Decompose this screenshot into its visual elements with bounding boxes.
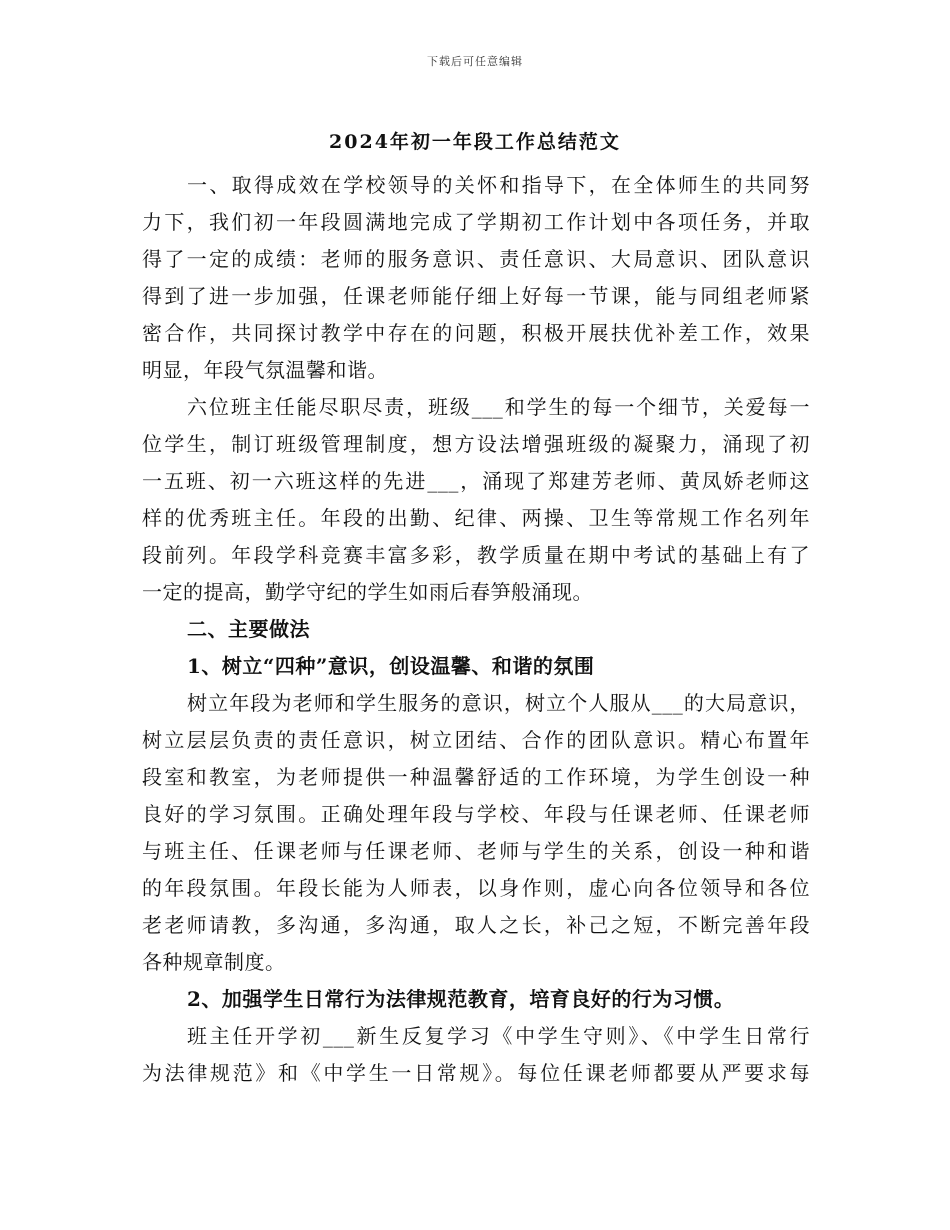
- text-line: 得到了进一步加强，任课老师能仔细上好每一节课，能与同组老师紧: [142, 284, 810, 308]
- text-line: 的年段氛围。年段长能为人师表，以身作则，虚心向各位领导和各位: [142, 876, 810, 900]
- text-line: 树立年段为老师和学生服务的意识，树立个人服从___的大局意识，: [187, 691, 810, 715]
- text-line: 一、取得成效在学校领导的关怀和指导下，在全体师生的共同努: [187, 173, 810, 197]
- document-title: 2024年初一年段工作总结范文: [329, 131, 621, 153]
- text-line: 样的优秀班主任。年段的出勤、纪律、两操、卫生等常规工作名列年: [142, 506, 810, 530]
- subsection-heading: 1、树立“四种”意识，创设温馨、和谐的氛围: [187, 654, 595, 678]
- text-line: 各种规章制度。: [142, 950, 286, 974]
- text-line: 力下，我们初一年段圆满地完成了学期初工作计划中各项任务，并取: [142, 210, 810, 234]
- section-heading: 二、主要做法: [187, 617, 310, 641]
- text-line: 树立层层负责的责任意识，树立团结、合作的团队意识。精心布置年: [142, 728, 810, 752]
- text-line: 一五班、初一六班这样的先进___，涌现了郑建芳老师、黄凤娇老师这: [142, 469, 810, 493]
- text-line: 位学生，制订班级管理制度，想方设法增强班级的凝聚力，涌现了初: [142, 432, 810, 456]
- text-line: 良好的学习氛围。正确处理年段与学校、年段与任课老师、任课老师: [142, 802, 810, 826]
- text-line: 与班主任、任课老师与任课老师、老师与学生的关系，创设一种和谐: [142, 839, 810, 863]
- text-line: 六位班主任能尽职尽责，班级___和学生的每一个细节，关爱每一: [187, 395, 810, 419]
- text-line: 得了一定的成绩：老师的服务意识、责任意识、大局意识、团队意识: [142, 247, 810, 271]
- text-line: 明显，年段气氛温馨和谐。: [142, 358, 388, 382]
- text-line: 一定的提高，勤学守纪的学生如雨后春笋般涌现。: [142, 580, 593, 604]
- header-note: 下载后可任意编辑: [427, 55, 523, 68]
- subsection-heading: 2、加强学生日常行为法律规范教育，培育良好的行为习惯。: [187, 987, 735, 1011]
- text-line: 段室和教室，为老师提供一种温馨舒适的工作环境，为学生创设一种: [142, 765, 810, 789]
- document-body: [142, 167, 810, 1092]
- text-line: 班主任开学初___新生反复学习《中学生守则》、《中学生日常行: [187, 1024, 810, 1048]
- text-line: 段前列。年段学科竞赛丰富多彩，教学质量在期中考试的基础上有了: [142, 543, 810, 567]
- text-line: 为法律规范》和《中学生一日常规》。每位任课老师都要从严要求每: [142, 1061, 810, 1085]
- text-line: 老老师请教，多沟通，多沟通，取人之长，补己之短，不断完善年段: [142, 913, 810, 937]
- text-line: 密合作，共同探讨教学中存在的问题，积极开展扶优补差工作，效果: [142, 321, 810, 345]
